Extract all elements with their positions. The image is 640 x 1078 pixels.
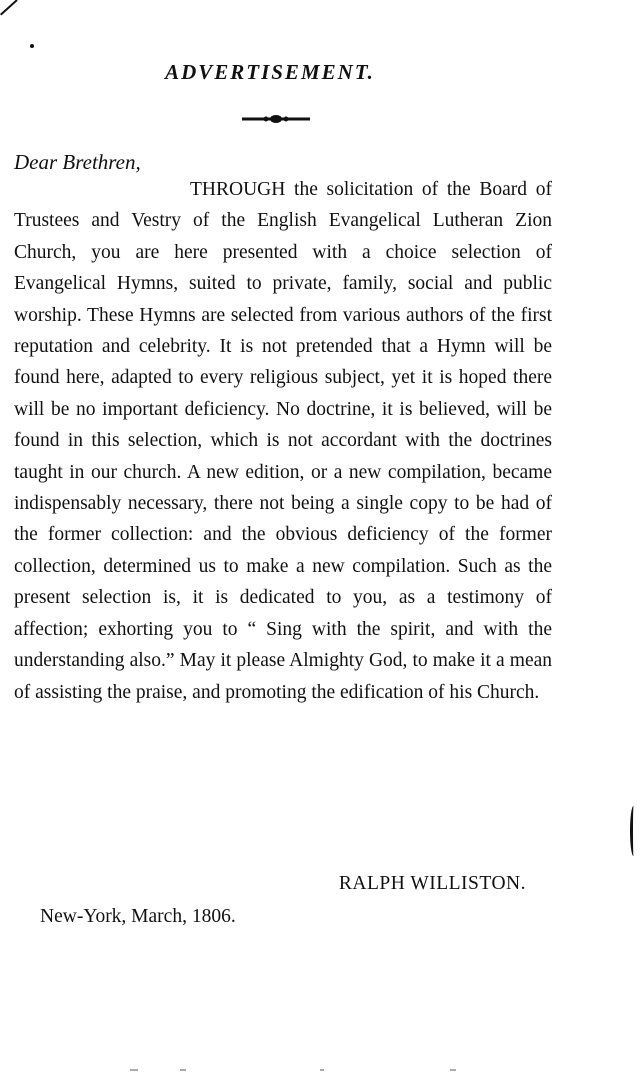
place-date: New-York, March, 1806. bbox=[40, 906, 236, 927]
edge-mark bbox=[630, 806, 637, 856]
title-block bbox=[60, 60, 480, 85]
signature: RALPH WILLISTON. bbox=[338, 873, 526, 894]
ornament-rule-icon bbox=[240, 112, 312, 126]
ink-dot bbox=[30, 44, 34, 48]
bottom-specks bbox=[120, 1068, 520, 1072]
salutation: Dear Brethren, bbox=[14, 150, 141, 174]
body-paragraph: THROUGH the solicitation of the Board of Trustees and Vestry of the English Evangelical Lutheran Zion Church, you are here presented with a choice selection of Evangelical Hymns, suited to private, family, social and public worship. These Hymns are selected from various authors of the first reputation and celebrity. It is not pretended that a Hymn will be found here, adapted to every religious subject, yet it is hoped there will be no important deficiency. No doctrine, it is believed, will be found in this selection, which is not accordant with the doctrines taught in our church. A new edition, or a new compilation, became indispensably necessary, there not being a single copy to be had of the former collection: and the obvious deficiency of the former collection, determined us to make a new compilation. Such as the present selection is, it is dedicated to you, as a testimony of affection; exhorting you to “ Sing with the spirit, and with the understanding also.” May it please Almighty God, to make it a mean of assisting the praise, and promoting the edification of his Church. bbox=[14, 179, 552, 703]
advertisement-body bbox=[14, 174, 552, 708]
corner-mark bbox=[0, 0, 18, 15]
page-title: ADVERTISEMENT. bbox=[165, 60, 375, 84]
